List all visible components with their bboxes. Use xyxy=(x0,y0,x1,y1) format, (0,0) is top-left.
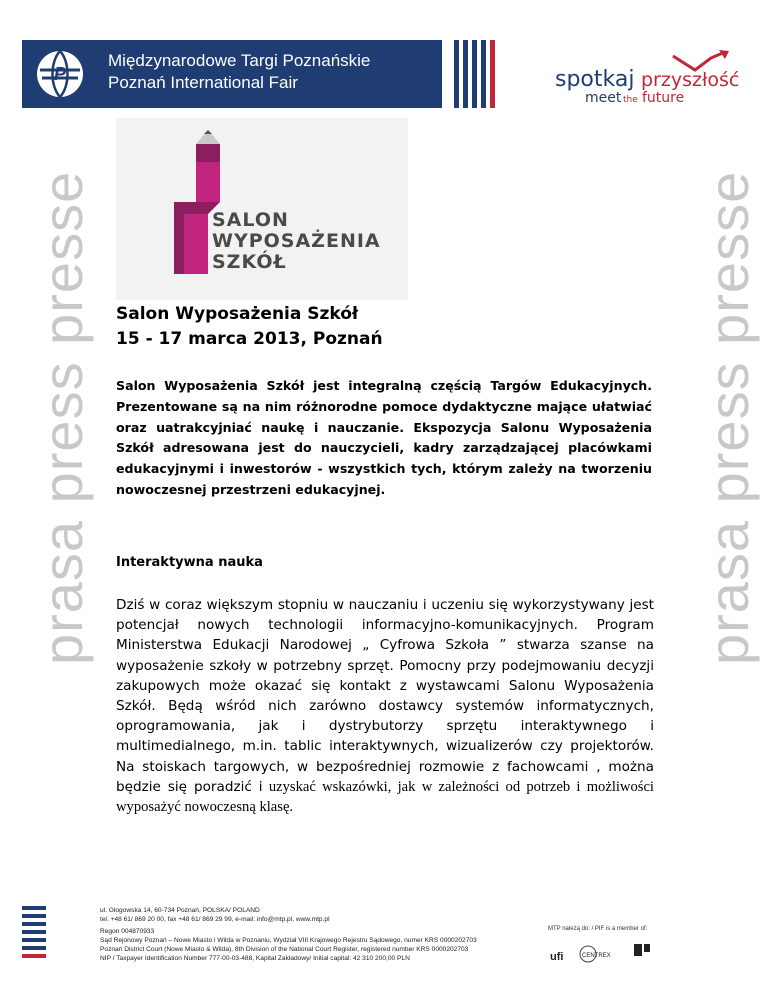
svg-text:P: P xyxy=(53,64,67,84)
footer-stripes-icon xyxy=(22,906,68,970)
section-heading: Interaktywna nauka xyxy=(116,555,263,570)
page-title xyxy=(116,302,383,352)
footer-line6: NIP / Taxpayer Identification Number 777-00-03-488, Kapitał Zakładowy/ Initial capital: 42 310 200,00 PLN xyxy=(100,955,410,962)
member-label: MTP należą do: / PIF is a member of: xyxy=(548,926,648,932)
header xyxy=(0,40,768,108)
intro-paragraph: Salon Wyposażenia Szkół jest integralną częścią Targów Edukacyjnych. Prezentowane są na nim różnorodne pomoce dydaktyczne mające ułatwiać oraz uatrakcyjniać naukę i nauczanie. Ekspozycja Salonu Wyposażenia Szkół adresowana jest do nauczycieli, kadry zarządzającej placówkami edukacyjnymi i inwestorów - wszystkich tych, którym zależy na tworzeniu nowoczesnej przestrzeni edukacyjnej. xyxy=(116,378,652,497)
footer-line3: Regon 004870933 xyxy=(100,928,155,935)
footer-text xyxy=(100,906,477,963)
pif-icon xyxy=(634,944,642,956)
header-title-line1: Międzynarodowe Targi Poznańskie xyxy=(108,51,371,70)
page-title-line1: Salon Wyposażenia Szkół xyxy=(116,304,359,324)
future-text: future xyxy=(642,90,685,106)
footer-line1: ul. Głogowska 14, 60-734 Poznań, POLSKA/ POLAND xyxy=(100,907,260,914)
header-stripes-icon xyxy=(452,40,496,108)
footer xyxy=(40,906,655,970)
footer-line4: Sąd Rejonowy Poznań – Nowe Miasto i Wilda w Poznaniu, Wydział VIII Krajowego Rejestru Sądowego, numer KRS 0000202703 xyxy=(100,937,477,944)
ufi-logo: ufi xyxy=(550,951,564,963)
the-text: the xyxy=(623,95,638,105)
salon-logo-line2: WYPOSAŻENIA xyxy=(212,230,381,252)
spotkaj-text: spotkaj xyxy=(555,67,635,92)
spotkaj-przyszlosc-logo xyxy=(555,50,755,106)
footer-line2: tel. +48 61/ 869 20 00, fax +48 61/ 869 29 99, e-mail: info@mtp.pl, www.mtp.pl xyxy=(100,916,330,923)
side-text-left: prasa press presse xyxy=(31,170,94,665)
side-text-right: prasa press presse xyxy=(697,170,760,665)
footer-line5: Poznań District Court (Nowe Miasto & Wilda), 8th Division of the National Court Register, registered number KRS 0000202703 xyxy=(100,946,469,953)
section-body-main: Dziś w coraz większym stopniu w nauczaniu i uczeniu się wykorzystywany jest potencjał nowych technologii informacyjno-komunikacyjnych. Program Ministerstwa Edukacji Narodowej „ Cyfrowa Szkoła ” stwarza szanse na wyposażenie szkoły w potrzebny sprzęt. Pomocny przy podejmowaniu decyzji zakupowych może okazać się kontakt z wystawcami Salonu Wyposażenia Szkół. Będą wśród nich zarówno dostawcy systemów informatycznych, oprogramowania, jak i dystrybutorzy sprzętu interaktywnego i multimedialnego, m.in. tablic interaktywnych, wizualizerów czy projektorów. Na stoiskach targowych, w bezpośredniej rozmowie z fachowcami , można będzie się poradzić i xyxy=(116,597,654,795)
section-body-tail: uzyskać wskazówki, jak w zależności od potrzeb i możliwości wyposażyć nowoczesną klasę. xyxy=(116,778,654,816)
header-title-line2: Poznań International Fair xyxy=(108,73,298,92)
mtp-globe-icon xyxy=(34,48,86,100)
header-title xyxy=(108,50,370,94)
centrex-logo: CENTREX xyxy=(582,953,611,959)
page-title-line2: 15 - 17 marca 2013, Poznań xyxy=(116,329,383,349)
przyszlosc-text: przyszłość xyxy=(641,69,740,91)
salon-logo-line1: SALON xyxy=(212,209,289,231)
member-logos xyxy=(548,940,658,966)
salon-logo-line3: SZKÓŁ xyxy=(212,251,287,273)
salon-logo-text xyxy=(212,210,381,273)
section-body xyxy=(116,595,654,817)
meet-text: meet xyxy=(585,90,622,106)
